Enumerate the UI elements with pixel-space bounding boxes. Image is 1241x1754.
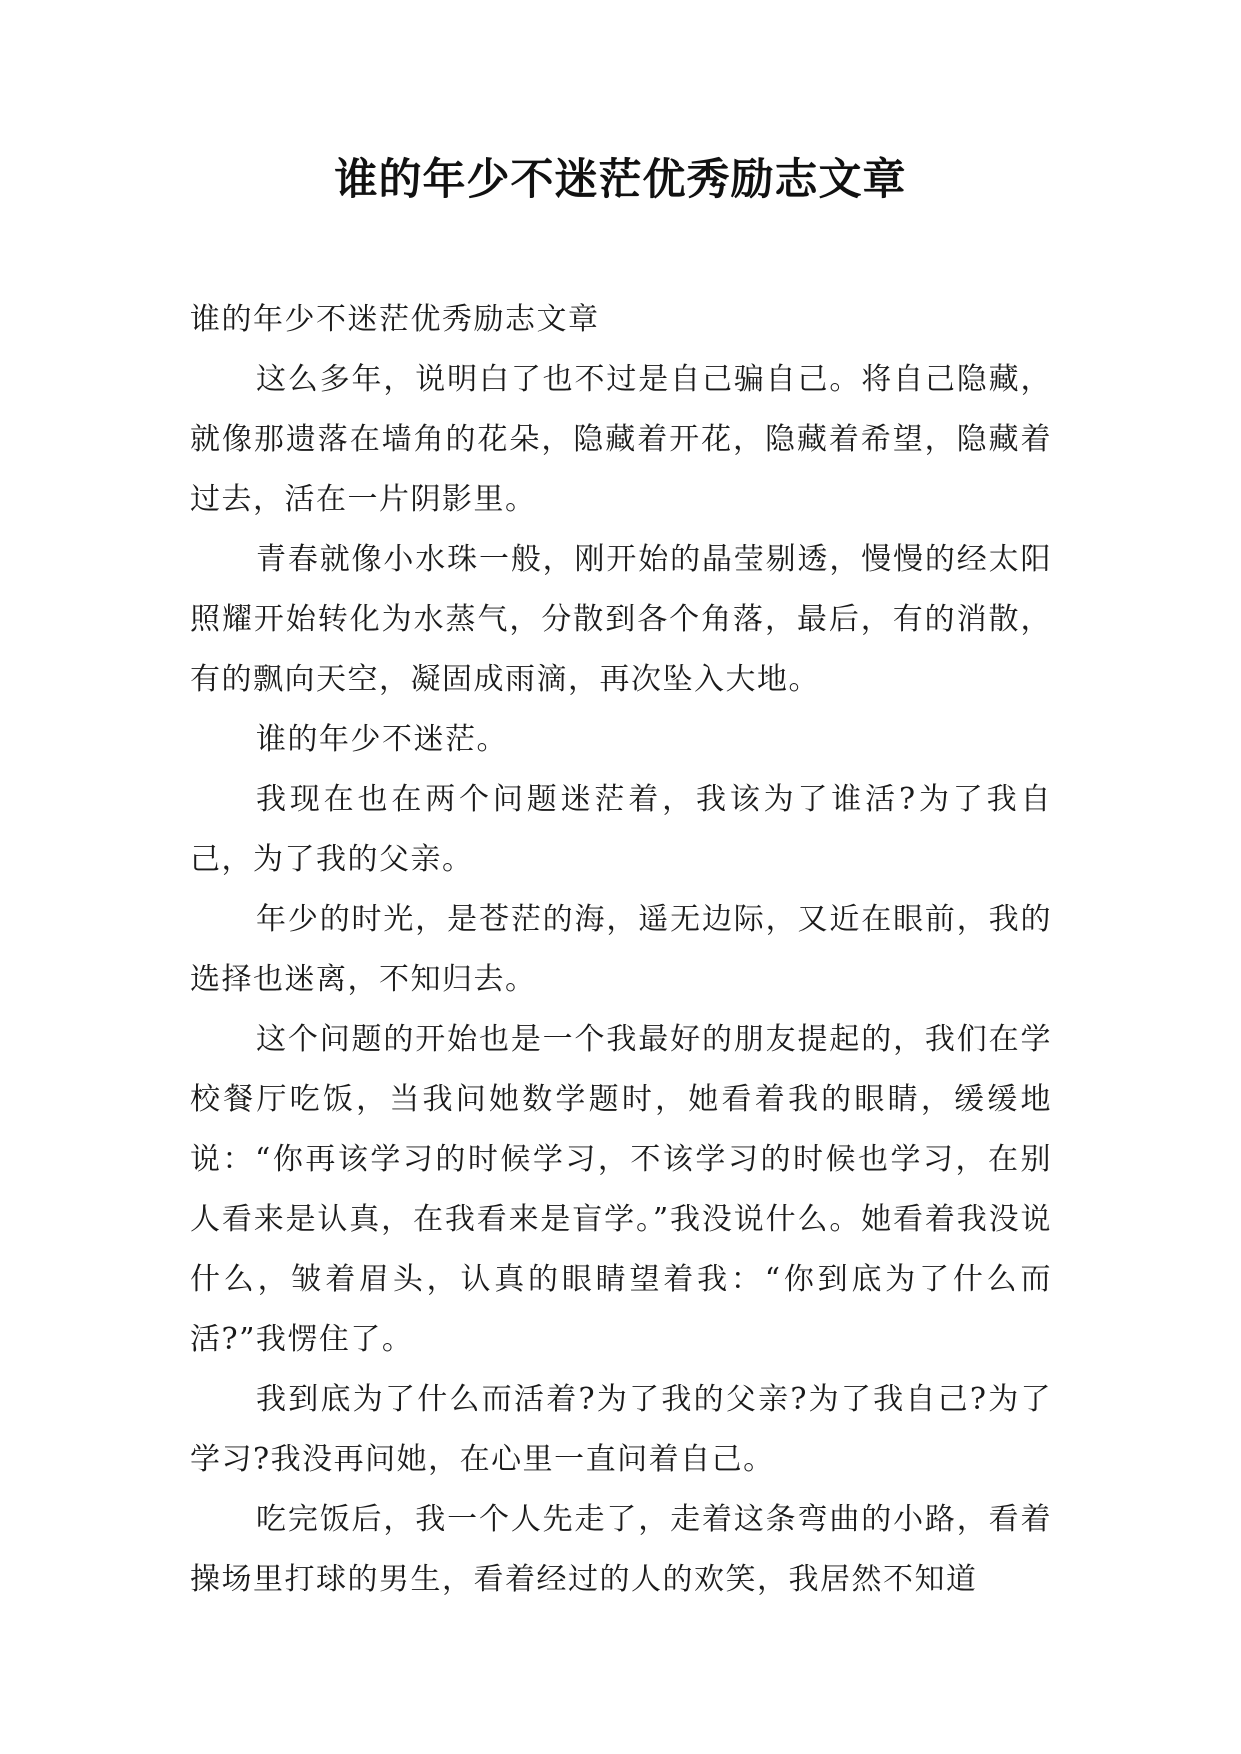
- paragraph: 青春就像小水珠一般，刚开始的晶莹剔透，慢慢的经太阳照耀开始转化为水蒸气，分散到各个角落，最后，有的消散，有的飘向天空，凝固成雨滴，再次坠入大地。: [190, 542, 1052, 697]
- paragraph: 年少的时光，是苍茫的海，遥无边际，又近在眼前，我的选择也迷离，不知归去。: [190, 902, 1052, 997]
- paragraph: 我现在也在两个问题迷茫着，我该为了谁活?为了我自己，为了我的父亲。: [190, 782, 1052, 877]
- paragraph: 这么多年，说明白了也不过是自己骗自己。将自己隐藏，就像那遗落在墙角的花朵，隐藏着开花，隐藏着希望，隐藏着过去，活在一片阴影里。: [190, 362, 1052, 517]
- paragraph: 吃完饭后，我一个人先走了，走着这条弯曲的小路，看着操场里打球的男生，看着经过的人的欢笑，我居然不知道: [190, 1502, 1052, 1597]
- document-body: [190, 290, 1052, 1610]
- paragraph-subtitle: 谁的年少不迷茫优秀励志文章: [190, 302, 600, 337]
- paragraph: 这个问题的开始也是一个我最好的朋友提起的，我们在学校餐厅吃饭，当我问她数学题时，她看着我的眼睛，缓缓地说：“你再该学习的时候学习，不该学习的时候也学习，在别人看来是认真，在我看来是盲学。”我没说什么。她看着我没说什么，皱着眉头，认真的眼睛望着我：“你到底为了什么而活?”我愣住了。: [190, 1022, 1052, 1357]
- paragraph: 我到底为了什么而活着?为了我的父亲?为了我自己?为了学习?我没再问她，在心里一直问着自己。: [190, 1382, 1052, 1477]
- paragraph: 谁的年少不迷茫。: [256, 722, 508, 757]
- document-title: 谁的年少不迷茫优秀励志文章: [334, 155, 907, 205]
